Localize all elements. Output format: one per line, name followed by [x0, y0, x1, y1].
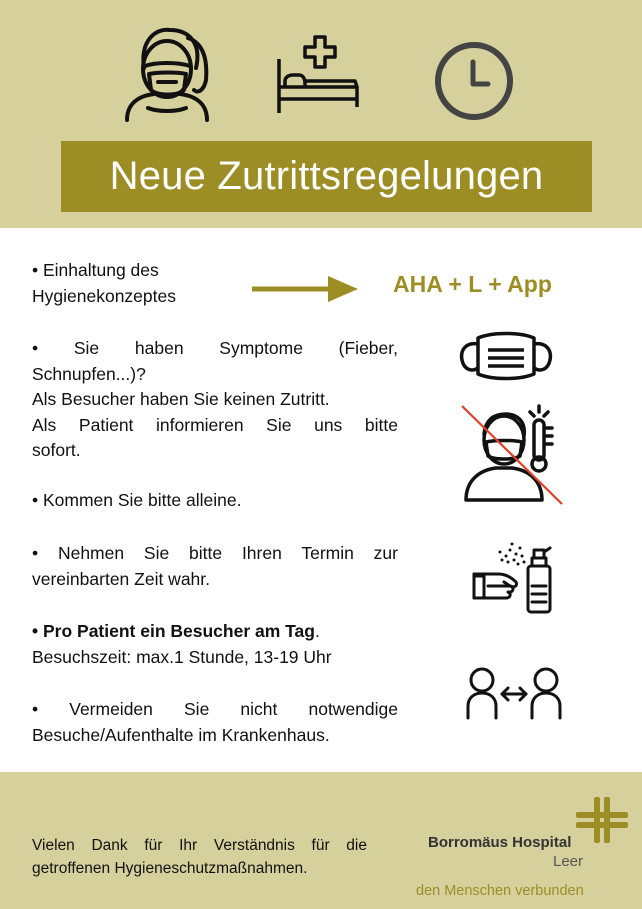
- rule-one-visitor: [32, 619, 398, 670]
- rule-appointment: [32, 541, 398, 592]
- hospital-cross-logo: [576, 797, 628, 843]
- hospital-bed-icon: [275, 33, 361, 117]
- rule-4-line-2: vereinbarten Zeit wahr.: [32, 568, 211, 589]
- arrow-right-icon: [250, 274, 362, 304]
- rule-5-tail: .: [314, 621, 320, 641]
- thanks-line-2: getroffenen Hygieneschutzmaßnahmen.: [32, 860, 308, 877]
- thanks-line-1: Vielen Dank für Ihr Verständnis für die: [32, 837, 367, 854]
- distance-icon: [464, 666, 564, 720]
- rule-2-line-3: Als Besucher haben Sie keinen Zutritt.: [32, 389, 330, 409]
- rule-6-line-2: Besuche/Aufenthalte im Krankenhaus.: [32, 724, 330, 745]
- rule-5-line-1: [32, 619, 398, 645]
- rule-5-line-2: Besuchszeit: max.1 Stunde, 13-19 Uhr: [32, 646, 332, 667]
- clock-icon: [433, 40, 515, 122]
- hand-sanitizer-icon: [470, 540, 558, 616]
- rule-2-line-4: Als Patient informieren Sie uns bitte: [32, 414, 398, 435]
- rule-symptoms: [32, 336, 398, 464]
- rule-2-line-5: sofort.: [32, 440, 81, 460]
- rule-2-line-1: • Sie haben Symptome (Fieber,: [32, 338, 398, 358]
- hospital-name: Borromäus Hospital: [428, 834, 572, 851]
- hospital-city: Leer: [553, 853, 584, 870]
- person-with-mask-icon: [118, 24, 216, 122]
- rule-2-line-2: Schnupfen...)?: [32, 363, 146, 384]
- aha-formula: AHA + L + App: [393, 271, 552, 297]
- page-title: Neue Zutrittsregelungen: [109, 154, 544, 198]
- crossed-out-sick-person-icon: [458, 402, 566, 508]
- rule-come-alone: [32, 488, 398, 514]
- hospital-tagline: den Menschen verbunden: [416, 883, 584, 899]
- rule-5-bold: • Pro Patient ein Besucher am Tag: [32, 621, 315, 641]
- rule-1-line-2: Hygienekonzeptes: [32, 285, 176, 306]
- thanks-message: [32, 834, 367, 880]
- rule-3-text: • Kommen Sie bitte alleine.: [32, 490, 242, 510]
- rule-6-line-1: • Vermeiden Sie nicht notwendige: [32, 699, 398, 719]
- title-banner: [61, 141, 592, 212]
- rule-avoid-visits: [32, 697, 398, 748]
- rule-4-line-1: • Nehmen Sie bitte Ihren Termin zur: [32, 543, 398, 563]
- face-mask-icon: [458, 330, 554, 382]
- rule-1-line-1: • Einhaltung des: [32, 260, 159, 280]
